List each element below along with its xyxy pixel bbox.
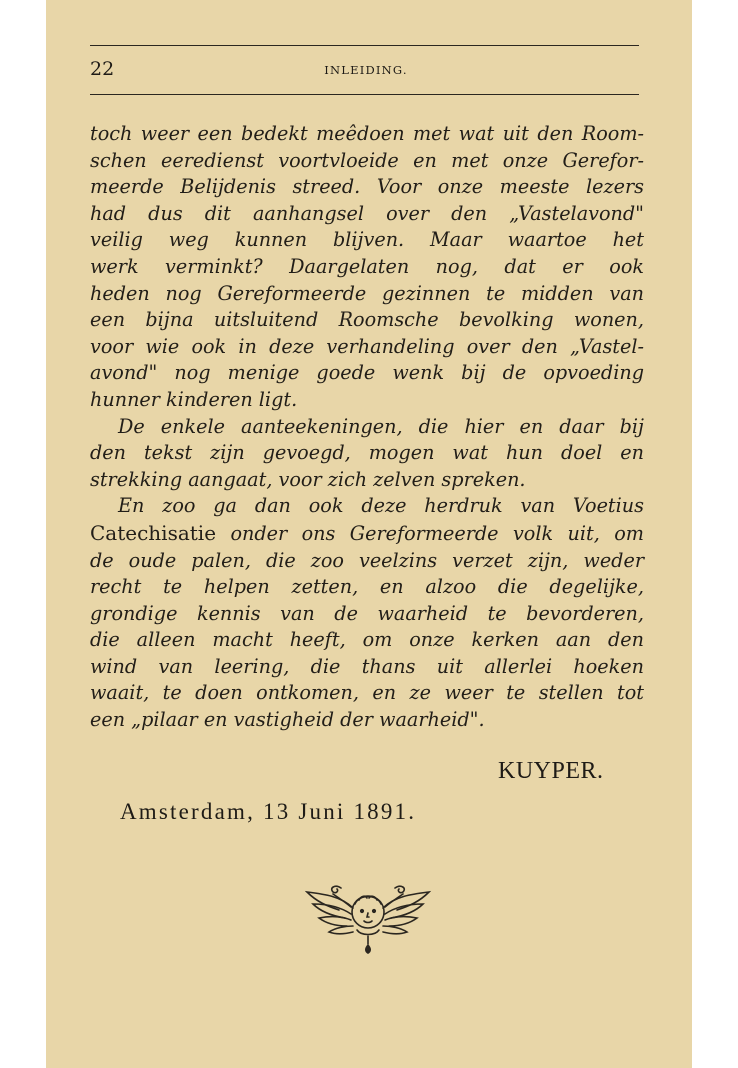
text-line: waait, te doen ontkomen, en ze weer te stellen tot xyxy=(90,681,644,705)
text-line: heden nog Gereformeerde gezinnen te midden van xyxy=(90,281,644,305)
header-bottom-rule xyxy=(90,94,639,95)
text-line: strekking aangaat, voor zich zelven spreken. xyxy=(90,467,526,491)
text-line: veilig weg kunnen blijven. Maar waartoe het xyxy=(90,228,644,252)
text-line: toch weer een bedekt meêdoen met wat uit den Room- xyxy=(90,122,644,145)
text-line: En zoo ga dan ook deze herdruk van Voetius xyxy=(118,494,644,518)
page-number: 22 xyxy=(90,58,115,80)
text-line: een bijna uitsluitend Roomsche bevolking wonen, xyxy=(90,308,644,332)
place-date: Amsterdam, 13 Juni 1891. xyxy=(120,799,417,824)
text-line: de oude palen, die zoo veelzins verzet zijn, weder xyxy=(90,548,644,572)
text-line: voor wie ook in deze verhandeling over den „Vastel- xyxy=(90,334,644,358)
text-line: die alleen macht heeft, om onze kerken aan den xyxy=(90,628,644,652)
text-line: grondige kennis van de waarheid te bevorderen, xyxy=(90,601,644,625)
text-line: schen eeredienst voortvloeide en met onze Gerefor- xyxy=(90,148,644,172)
body-text xyxy=(90,121,644,734)
catechisatie-word: Catechisatie xyxy=(90,520,217,545)
text-line-rest: onder ons Gereformeerde volk uit, om xyxy=(230,521,644,545)
text-line: wind van leering, die thans uit allerlei hoeken xyxy=(90,654,644,678)
text-line: avond" nog menige goede wenk bij de opvoeding xyxy=(90,361,644,385)
text-line xyxy=(90,520,644,548)
text-line: De enkele aanteekeningen, die hier en daar bij xyxy=(118,414,644,438)
header-top-rule xyxy=(90,45,639,46)
book-page xyxy=(46,0,692,1068)
text-line: den tekst zijn gevoegd, mogen wat hun doel en xyxy=(90,441,644,465)
author-signature: KUYPER. xyxy=(498,758,604,784)
text-line: werk verminkt? Daargelaten nog, dat er ook xyxy=(90,254,644,278)
text-line: een „pilaar en vastigheid der waarheid". xyxy=(90,708,485,732)
text-line: hunner kinderen ligt. xyxy=(90,387,298,411)
text-line: meerde Belijdenis streed. Voor onze meeste lezers xyxy=(90,175,644,199)
running-head: INLEIDING. xyxy=(324,63,408,77)
text-line: recht te helpen zetten, en alzoo die degelijke, xyxy=(90,575,644,599)
cherub-head-with-wings-icon xyxy=(303,880,433,956)
text-line: had dus dit aanhangsel over den „Vastelavond" xyxy=(90,201,644,225)
